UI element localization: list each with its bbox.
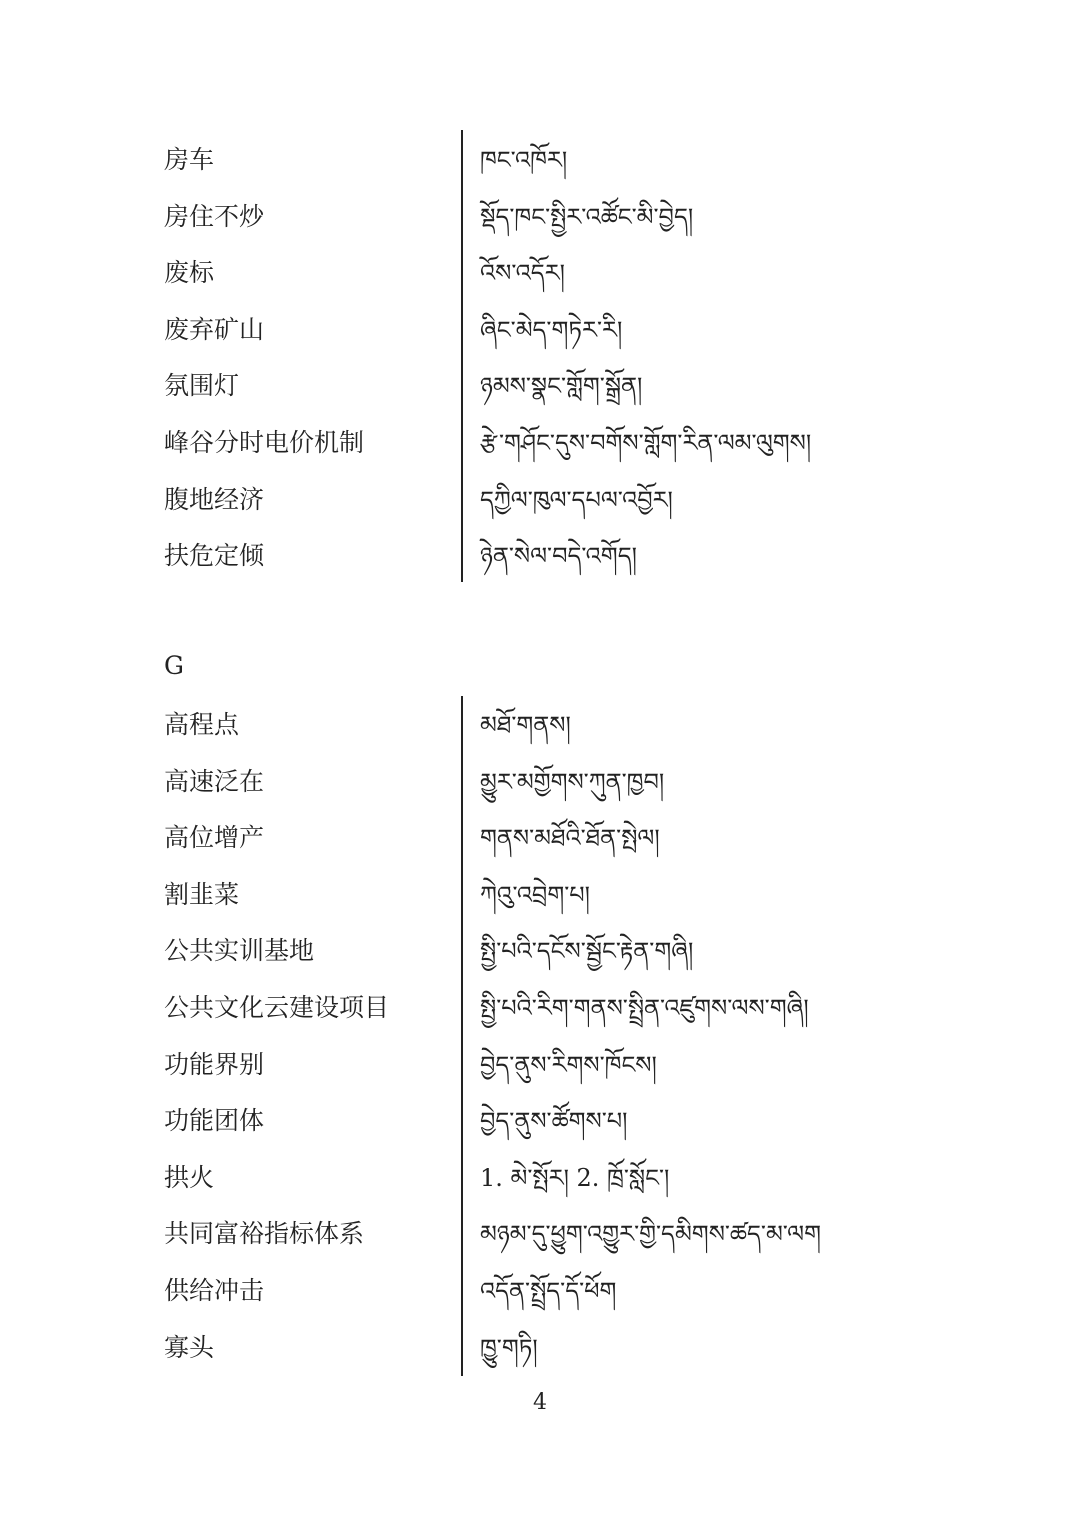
chinese-term: 功能团体 — [164, 1106, 265, 1136]
tibetan-term: བྱེད་ནུས་རིགས་ཁོངས། — [480, 1050, 657, 1079]
chinese-term: 房住不炒 — [164, 201, 265, 231]
tibetan-term: ཀེའུ་འབྲེག་པ། — [480, 880, 590, 909]
tibetan-term: དཀྱིལ་ཁུལ་དཔལ་འབྱོར། — [480, 485, 673, 514]
chinese-term: 扶危定倾 — [164, 541, 265, 571]
table-row — [0, 867, 1080, 923]
chinese-term: 共同富裕指标体系 — [164, 1219, 365, 1249]
tibetan-term: མཉམ་དུ་ཕྱུག་འགྱུར་གྱི་དམིགས་ཚད་མ་ལག — [480, 1220, 821, 1249]
tibetan-term: མཐོ་གནས། — [480, 711, 571, 739]
chinese-term: 高位增产 — [164, 823, 265, 853]
chinese-term: 拱火 — [164, 1162, 215, 1192]
chinese-term: 废标 — [164, 258, 215, 288]
tibetan-term: སྡོད་ཁང་སྤྱིར་འཚོང་མི་བྱེད། — [480, 202, 694, 231]
table-row — [0, 697, 1080, 753]
tibetan-term: ཞིང་མེད་གཏེར་རི། — [480, 315, 623, 344]
chinese-term: 废弃矿山 — [164, 314, 265, 344]
chinese-term: 功能界别 — [164, 1049, 265, 1079]
tibetan-term: སྤྱི་པའི་དངོས་སྦྱོང་རྟེན་གཞི། — [480, 937, 694, 966]
table-row — [0, 1037, 1080, 1093]
chinese-term: 供给冲击 — [164, 1276, 265, 1305]
tibetan-term: བྱེད་ནུས་ཚོགས་པ། — [480, 1107, 628, 1136]
chinese-term: 峰谷分时电价机制 — [164, 428, 365, 457]
chinese-term: 寡头 — [164, 1332, 215, 1362]
chinese-term: 公共实训基地 — [164, 936, 315, 966]
tibetan-term: ཁང་འཁོར། — [480, 146, 568, 174]
table-row — [0, 1206, 1080, 1262]
table-row — [0, 923, 1080, 979]
chinese-term: 高程点 — [164, 710, 240, 739]
chinese-term: 腹地经济 — [164, 484, 265, 514]
table-row — [0, 810, 1080, 866]
table-row — [0, 1320, 1080, 1376]
table-row — [0, 1150, 1080, 1206]
tibetan-term: ཉམས་སྣང་གློག་སྒྲོན། — [480, 372, 643, 401]
tibetan-term: ཉེན་སེལ་བདེ་འགོད། — [480, 542, 637, 571]
chinese-term: 房车 — [164, 145, 215, 174]
tibetan-term: 1. མེ་སྤོར། 2. ཁྲོ་སློང་། — [480, 1163, 670, 1192]
tibetan-term: འོས་འདོར། — [480, 259, 565, 288]
section-letter-g: G — [164, 651, 184, 680]
page-number: 4 — [533, 1390, 547, 1415]
tibetan-term: ཁྱུ་གཏི། — [480, 1333, 538, 1362]
table-row — [0, 980, 1080, 1036]
table-row — [0, 1093, 1080, 1149]
tibetan-term: མྱུར་མགྱོགས་ཀུན་ཁྱབ། — [480, 767, 665, 796]
table-row — [0, 754, 1080, 810]
chinese-term: 高速泛在 — [164, 766, 265, 796]
tibetan-term: རྩེ་གཤོང་དུས་བགོས་གློག་རིན་ལམ་ལུགས། — [480, 429, 812, 457]
chinese-term: 氛围灯 — [164, 371, 240, 401]
tibetan-term: འདོན་སྤྲོད་དོ་ཕོག — [480, 1277, 617, 1305]
chinese-term: 公共文化云建设项目 — [164, 993, 390, 1022]
table-row — [0, 1263, 1080, 1319]
tibetan-term: གནས་མཐོའི་ཐོན་སྤེལ། — [480, 824, 660, 853]
chinese-term: 割韭菜 — [164, 879, 240, 909]
tibetan-term: སྤྱི་པའི་རིག་གནས་སྤྲིན་འཛུགས་ལས་གཞི། — [480, 994, 809, 1022]
